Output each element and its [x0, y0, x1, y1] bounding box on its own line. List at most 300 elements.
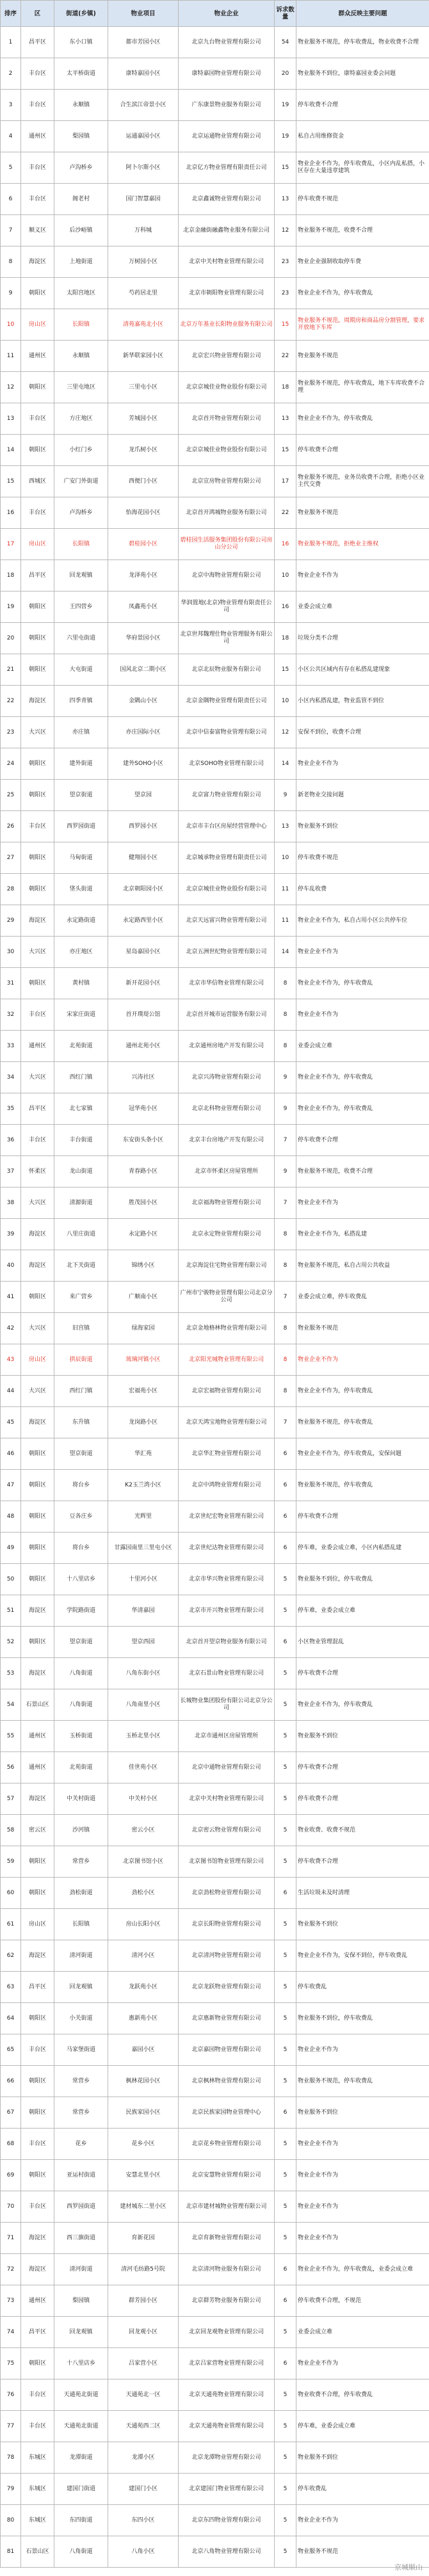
cell-count: 6 [275, 1627, 296, 1658]
cell-project: 安慧北里小区 [108, 2160, 179, 2191]
cell-issues: 物业企业不作为 [296, 1344, 429, 1376]
cell-rank: 10 [1, 309, 21, 341]
cell-issues: 物业企业不作为，停车收费乱，安保问题 [296, 1438, 429, 1470]
cell-company: 北京世纪达物业管理有限公司 [179, 1533, 275, 1564]
table-row [1, 1062, 429, 1093]
cell-district: 昌平区 [21, 2317, 54, 2348]
table-row [1, 1313, 429, 1344]
cell-street: 王四营乡 [54, 592, 108, 623]
cell-district: 朝阳区 [21, 2003, 54, 2034]
cell-project: 八角南里小区 [108, 1689, 179, 1721]
cell-issues: 停车收费乱 [296, 1972, 429, 2003]
cell-project: 天通苑北一区 [108, 2379, 179, 2411]
cell-district: 昌平区 [21, 1093, 54, 1125]
cell-company: 北京育新物业管理有限公司 [179, 2223, 275, 2254]
table-row [1, 937, 429, 968]
cell-street: 劲松街道 [54, 1878, 108, 1909]
cell-street: 常营乡 [54, 1846, 108, 1878]
table-row [1, 2442, 429, 2474]
cell-issues: 物业企业不作为 [296, 2505, 429, 2536]
cell-project: 惠新苑小区 [108, 2003, 179, 2034]
cell-project: 国风北京二期小区 [108, 654, 179, 686]
cell-count: 22 [275, 497, 296, 529]
table-row [1, 466, 429, 497]
cell-district: 海淀区 [21, 1595, 54, 1627]
table-row [1, 623, 429, 654]
cell-company: 北京宏兴物业管理有限公司 [179, 341, 275, 372]
cell-issues: 小区物业管理混乱 [296, 1627, 429, 1658]
cell-count: 5 [275, 1721, 296, 1752]
cell-project: K2玉兰湾小区 [108, 1470, 179, 1501]
cell-district: 大兴区 [21, 1313, 54, 1344]
cell-issues: 小区公共区域内有存在私搭乱建现象 [296, 654, 429, 686]
cell-project: 芍药居北里 [108, 278, 179, 309]
cell-district: 海淀区 [21, 2223, 54, 2254]
cell-rank: 73 [1, 2285, 21, 2317]
cell-issues: 业委会成立难 [296, 2317, 429, 2348]
cell-issues: 物业企业不作为 [296, 1187, 429, 1219]
cell-issues: 停车收费不合理，不规范 [296, 2285, 429, 2317]
cell-district: 海淀区 [21, 905, 54, 937]
cell-count: 5 [275, 2003, 296, 2034]
cell-rank: 37 [1, 1156, 21, 1187]
table-row [1, 1187, 429, 1219]
cell-issues: 新老物业交接问题 [296, 780, 429, 811]
cell-district: 朝阳区 [21, 1438, 54, 1470]
cell-street: 回龙观镇 [54, 2317, 108, 2348]
cell-count: 11 [275, 905, 296, 937]
cell-issues: 业委会成立难 [296, 592, 429, 623]
cell-rank: 2 [1, 58, 21, 90]
cell-rank: 54 [1, 1689, 21, 1721]
cell-street: 马家堡街道 [54, 2034, 108, 2066]
cell-issues: 物业企业不作为，安保不到位，停车收费乱 [296, 1940, 429, 1972]
cell-district: 丰台区 [21, 152, 54, 184]
cell-project: 玉桥北里小区 [108, 1721, 179, 1752]
cell-issues: 停车收费不合理 [296, 1752, 429, 1783]
cell-count: 8 [275, 1250, 296, 1282]
cell-district: 通州区 [21, 121, 54, 152]
cell-rank: 30 [1, 937, 21, 968]
cell-street: 黄村镇 [54, 968, 108, 999]
cell-rank: 44 [1, 1376, 21, 1407]
cell-issues: 物业企业不作为，停车收费乱 [296, 968, 429, 999]
cell-count: 20 [275, 58, 296, 90]
cell-count: 9 [275, 1093, 296, 1125]
cell-count: 54 [275, 27, 296, 58]
table-row [1, 999, 429, 1031]
cell-company: 北京市朝阳物业管理有限公司 [179, 278, 275, 309]
table-row [1, 90, 429, 121]
cell-street: 长阳镇 [54, 529, 108, 560]
cell-company: 北京建国门物业管理有限公司 [179, 2474, 275, 2505]
cell-district: 石景山区 [21, 1689, 54, 1721]
cell-rank: 80 [1, 2505, 21, 2536]
cell-issues: 业委会成立难 [296, 1031, 429, 1062]
cell-project: 建材城东二里小区 [108, 2191, 179, 2223]
table-row [1, 2003, 429, 2034]
cell-company: 北京阳光城物业管理有限公司 [179, 1344, 275, 1376]
table-row [1, 1344, 429, 1376]
cell-count: 15 [275, 152, 296, 184]
cell-street: 大屯街道 [54, 654, 108, 686]
cell-project: 西罗园小区 [108, 811, 179, 842]
cell-project: 国门智慧嘉园 [108, 184, 179, 215]
cell-project: 通州北苑小区 [108, 1031, 179, 1062]
cell-district: 昌平区 [21, 27, 54, 58]
cell-district: 丰台区 [21, 2191, 54, 2223]
cell-rank: 64 [1, 2003, 21, 2034]
cell-district: 丰台区 [21, 2379, 54, 2411]
cell-count: 6 [275, 1470, 296, 1501]
cell-project: 房山长阳小区 [108, 1909, 179, 1940]
cell-rank: 36 [1, 1125, 21, 1156]
cell-district: 丰台区 [21, 2034, 54, 2066]
cell-street: 西三旗街道 [54, 2223, 108, 2254]
cell-issues: 停车收费不合理 [296, 1783, 429, 1815]
cell-issues: 物业服务不规范 [296, 497, 429, 529]
cell-district: 朝阳区 [21, 592, 54, 623]
cell-count: 19 [275, 90, 296, 121]
table-row [1, 905, 429, 937]
cell-project: 华府景园小区 [108, 623, 179, 654]
cell-project: 清河毛纺路5号院 [108, 2254, 179, 2285]
cell-issues: 物业企业不作为 [296, 560, 429, 592]
table-row [1, 2317, 429, 2348]
table-row [1, 748, 429, 780]
table-row [1, 1156, 429, 1187]
table-row [1, 2097, 429, 2129]
cell-rank: 26 [1, 811, 21, 842]
cell-district: 海淀区 [21, 1783, 54, 1815]
cell-company: 北京福海物业管理有限公司 [179, 1187, 275, 1219]
cell-district: 房山区 [21, 1909, 54, 1940]
cell-rank: 9 [1, 278, 21, 309]
table-row [1, 2034, 429, 2066]
table-row [1, 2348, 429, 2379]
cell-count: 8 [275, 968, 296, 999]
cell-street: 建国门街道 [54, 2474, 108, 2505]
cell-count: 8 [275, 1313, 296, 1344]
cell-project: 龙潭小区 [108, 2442, 179, 2474]
cell-street: 永定路街道 [54, 905, 108, 937]
cell-district: 朝阳区 [21, 874, 54, 905]
cell-project: 碧桂园小区 [108, 529, 179, 560]
cell-project: 龙岗路小区 [108, 1407, 179, 1438]
cell-company: 北京SOHO物业管理有限公司 [179, 748, 275, 780]
cell-company: 北京金地格林物业管理有限公司 [179, 1313, 275, 1344]
cell-rank: 29 [1, 905, 21, 937]
cell-issues: 物业服务不规范，停车收费乱 [296, 1470, 429, 1501]
cell-company: 北京金融街融鑫物业服务有限公司 [179, 215, 275, 246]
cell-street: 十八里店乡 [54, 2348, 108, 2379]
cell-project: 华汇苑 [108, 1438, 179, 1470]
cell-street: 三里屯地区 [54, 372, 108, 403]
cell-count: 6 [275, 2285, 296, 2317]
table-row [1, 874, 429, 905]
cell-rank: 34 [1, 1062, 21, 1093]
table-row [1, 1250, 429, 1282]
header-company: 物业企业 [179, 1, 275, 27]
cell-street: 宋家庄街道 [54, 999, 108, 1031]
cell-rank: 65 [1, 2034, 21, 2066]
cell-street: 东升镇 [54, 1407, 108, 1438]
cell-company: 北京清河物业管理有限公司 [179, 1940, 275, 1972]
table-row [1, 2379, 429, 2411]
cell-district: 朝阳区 [21, 2160, 54, 2191]
cell-street: 小关街道 [54, 2003, 108, 2034]
cell-street: 西罗园街道 [54, 811, 108, 842]
table-row [1, 184, 429, 215]
cell-issues: 物业服务不规范 [296, 2536, 429, 2568]
cell-rank: 71 [1, 2223, 21, 2254]
table-header-row [1, 1, 429, 27]
cell-street: 六里屯街道 [54, 623, 108, 654]
cell-project: 八角东街小区 [108, 1658, 179, 1689]
cell-district: 朝阳区 [21, 1627, 54, 1658]
cell-rank: 48 [1, 1501, 21, 1533]
table-row [1, 309, 429, 341]
cell-district: 昌平区 [21, 560, 54, 592]
cell-count: 15 [275, 654, 296, 686]
cell-company: 北京北辰物业服务有限公司 [179, 654, 275, 686]
cell-street: 北苑街道 [54, 1031, 108, 1062]
cell-district: 海淀区 [21, 246, 54, 278]
cell-street: 广安门外街道 [54, 466, 108, 497]
cell-street: 旧宫镇 [54, 1313, 108, 1344]
table-row [1, 2223, 429, 2254]
cell-company: 北京京城佳业物业股份有限公司 [179, 874, 275, 905]
cell-issues: 物业企业不作为 [296, 2160, 429, 2191]
cell-rank: 66 [1, 2066, 21, 2097]
cell-rank: 78 [1, 2442, 21, 2474]
table-row [1, 1501, 429, 1533]
cell-district: 朝阳区 [21, 748, 54, 780]
cell-company: 北京安慧物业管理有限公司 [179, 2160, 275, 2191]
table-row [1, 1564, 429, 1595]
cell-company: 北京吕家营物业管理有限公司 [179, 2348, 275, 2379]
cell-count: 23 [275, 278, 296, 309]
cell-count: 5 [275, 1658, 296, 1689]
cell-issues: 停车收费不合理 [296, 1125, 429, 1156]
cell-street: 东小口镇 [54, 27, 108, 58]
table-row [1, 1846, 429, 1878]
cell-project: 龙跃苑小区 [108, 1972, 179, 2003]
cell-rank: 3 [1, 90, 21, 121]
cell-street: 八角街道 [54, 1658, 108, 1689]
cell-company: 北京市丰台区房屋经营管理中心 [179, 811, 275, 842]
cell-district: 房山区 [21, 1344, 54, 1376]
cell-project: 亦庄国际小区 [108, 717, 179, 748]
cell-company: 北京清河物业服务有限公司 [179, 2254, 275, 2285]
cell-company: 北京中鸿物业管理有限公司 [179, 1470, 275, 1501]
cell-project: 望京西园 [108, 1627, 179, 1658]
cell-project: 建外SOHO小区 [108, 748, 179, 780]
table-row [1, 1878, 429, 1909]
cell-company: 北京五洲世纪物业管理有限公司 [179, 937, 275, 968]
cell-company: 北京城承物业管理有限责任公司 [179, 842, 275, 874]
cell-company: 北京京城佳业物业股份有限公司 [179, 435, 275, 466]
cell-street: 将台乡 [54, 1470, 108, 1501]
cell-rank: 45 [1, 1407, 21, 1438]
cell-district: 朝阳区 [21, 2348, 54, 2379]
table-row [1, 1125, 429, 1156]
cell-district: 丰台区 [21, 811, 54, 842]
cell-issues: 物业服务不规范 [296, 341, 429, 372]
table-row [1, 686, 429, 717]
cell-rank: 50 [1, 1564, 21, 1595]
cell-count: 5 [275, 2505, 296, 2536]
cell-rank: 55 [1, 1721, 21, 1752]
table-row [1, 2411, 429, 2442]
cell-district: 丰台区 [21, 403, 54, 435]
cell-street: 回龙观镇 [54, 560, 108, 592]
cell-count: 7 [275, 1282, 296, 1313]
cell-district: 大兴区 [21, 717, 54, 748]
cell-count: 9 [275, 1156, 296, 1187]
cell-issues: 业委会成立难，停车收费乱 [296, 1282, 429, 1313]
table-row [1, 2536, 429, 2568]
cell-company: 北京中关村物业管理有限公司 [179, 246, 275, 278]
cell-company: 北京丰台房地产开发有限公司 [179, 1125, 275, 1156]
cell-count: 5 [275, 1909, 296, 1940]
cell-issues: 物业服务不到位 [296, 1909, 429, 1940]
cell-project: 花乡小区 [108, 2129, 179, 2160]
cell-rank: 57 [1, 1783, 21, 1815]
cell-rank: 41 [1, 1282, 21, 1313]
table-row [1, 1282, 429, 1313]
cell-company: 北京亿方物业管理有限责任公司 [179, 152, 275, 184]
table-row [1, 2254, 429, 2285]
cell-district: 石景山区 [21, 2536, 54, 2568]
cell-issues: 停车收费不合理 [296, 1658, 429, 1689]
cell-project: 广顺南小区 [108, 1282, 179, 1313]
cell-company: 北京北科物业管理有限公司 [179, 1093, 275, 1125]
cell-rank: 35 [1, 1093, 21, 1125]
cell-district: 朝阳区 [21, 1470, 54, 1501]
cell-rank: 18 [1, 560, 21, 592]
cell-company: 北京宏福物业管理有限公司 [179, 1376, 275, 1407]
cell-issues: 停车收费不合理 [296, 90, 429, 121]
cell-project: 育新花园 [108, 2223, 179, 2254]
cell-rank: 32 [1, 999, 21, 1031]
table-row [1, 215, 429, 246]
cell-issues: 物业企业不作为，私搭乱建 [296, 1219, 429, 1250]
cell-count: 17 [275, 466, 296, 497]
cell-rank: 75 [1, 2348, 21, 2379]
cell-company: 北京图书馆物业管理有限公司 [179, 1846, 275, 1878]
cell-district: 通州区 [21, 1721, 54, 1752]
cell-count: 18 [275, 623, 296, 654]
cell-street: 上地街道 [54, 246, 108, 278]
table-row [1, 246, 429, 278]
cell-district: 顺义区 [21, 215, 54, 246]
cell-project: 琉璃河镇小区 [108, 1344, 179, 1376]
cell-street: 来广营乡 [54, 1282, 108, 1313]
cell-district: 海淀区 [21, 1940, 54, 1972]
cell-street: 龙山街道 [54, 1156, 108, 1187]
cell-company: 北京永定物业管理有限公司 [179, 1219, 275, 1250]
cell-project: 青春路小区 [108, 1156, 179, 1187]
cell-project: 北京图书馆小区 [108, 1846, 179, 1878]
cell-issues: 物业服务不规范，停车收费乱 [296, 1407, 429, 1438]
cell-project: 永定路西里小区 [108, 905, 179, 937]
cell-project: 首开璞瑅公馆 [108, 999, 179, 1031]
cell-district: 大兴区 [21, 1376, 54, 1407]
cell-count: 14 [275, 748, 296, 780]
cell-district: 朝阳区 [21, 623, 54, 654]
cell-street: 四季青镇 [54, 686, 108, 717]
cell-count: 12 [275, 717, 296, 748]
cell-rank: 42 [1, 1313, 21, 1344]
cell-district: 海淀区 [21, 1658, 54, 1689]
cell-rank: 51 [1, 1595, 21, 1627]
cell-street: 八里庄街道 [54, 1219, 108, 1250]
cell-district: 海淀区 [21, 1250, 54, 1282]
cell-company: 广东康景物业服务有限公司 [179, 90, 275, 121]
cell-count: 7 [275, 1187, 296, 1219]
cell-street: 花乡 [54, 2129, 108, 2160]
cell-street: 后沙峪镇 [54, 215, 108, 246]
cell-street: 豆各庄乡 [54, 1501, 108, 1533]
table-body [1, 27, 429, 2568]
cell-street: 垡头街道 [54, 874, 108, 905]
cell-count: 5 [275, 2066, 296, 2097]
cell-rank: 61 [1, 1909, 21, 1940]
table-row [1, 654, 429, 686]
cell-rank: 24 [1, 748, 21, 780]
table-row [1, 372, 429, 403]
cell-company: 北京市华兴物业管理有限公司 [179, 1564, 275, 1595]
cell-count: 6 [275, 2254, 296, 2285]
cell-rank: 19 [1, 592, 21, 623]
cell-project: 星岛嘉园小区 [108, 937, 179, 968]
cell-company: 北京龙潭物业管理有限公司 [179, 2442, 275, 2474]
table-row [1, 1721, 429, 1752]
cell-company: 北京劲松物业管理有限公司 [179, 1878, 275, 1909]
table-row [1, 121, 429, 152]
cell-issues: 物业企业不作为，停车收费乱 [296, 403, 429, 435]
cell-count: 5 [275, 2317, 296, 2348]
cell-project: 锦绣小区 [108, 1250, 179, 1282]
cell-issues: 物业企业不作为，停车收费乱 [296, 1689, 429, 1721]
cell-count: 5 [275, 2191, 296, 2223]
cell-project: 新开花园小区 [108, 968, 179, 999]
cell-issues: 物业企业强制收取停车费 [296, 246, 429, 278]
cell-count: 23 [275, 246, 296, 278]
cell-project: 胜茂园小区 [108, 1187, 179, 1219]
cell-company: 北京天鸿宝地物业管理有限公司 [179, 1407, 275, 1438]
table-row [1, 278, 429, 309]
cell-company: 华润置地(北京)物业管理有限责任公司 [179, 592, 275, 623]
header-count: 诉求数量 [275, 1, 296, 27]
header-street: 街道(乡镇) [54, 1, 108, 27]
table-row [1, 435, 429, 466]
cell-rank: 52 [1, 1627, 21, 1658]
table-row [1, 341, 429, 372]
cell-district: 朝阳区 [21, 654, 54, 686]
cell-issues: 物业企业不作为 [296, 2191, 429, 2223]
cell-project: 龙爪树小区 [108, 435, 179, 466]
cell-issues: 物业服务不到位 [296, 811, 429, 842]
cell-project: 万树园小区 [108, 246, 179, 278]
cell-street: 梨园镇 [54, 121, 108, 152]
cell-project: 阿卜尔斯小区 [108, 152, 179, 184]
cell-district: 东城区 [21, 2505, 54, 2536]
table-row [1, 1470, 429, 1501]
cell-company: 北京市通州区房屋管理所 [179, 1721, 275, 1752]
cell-issues: 物业服务不到位 [296, 2442, 429, 2474]
